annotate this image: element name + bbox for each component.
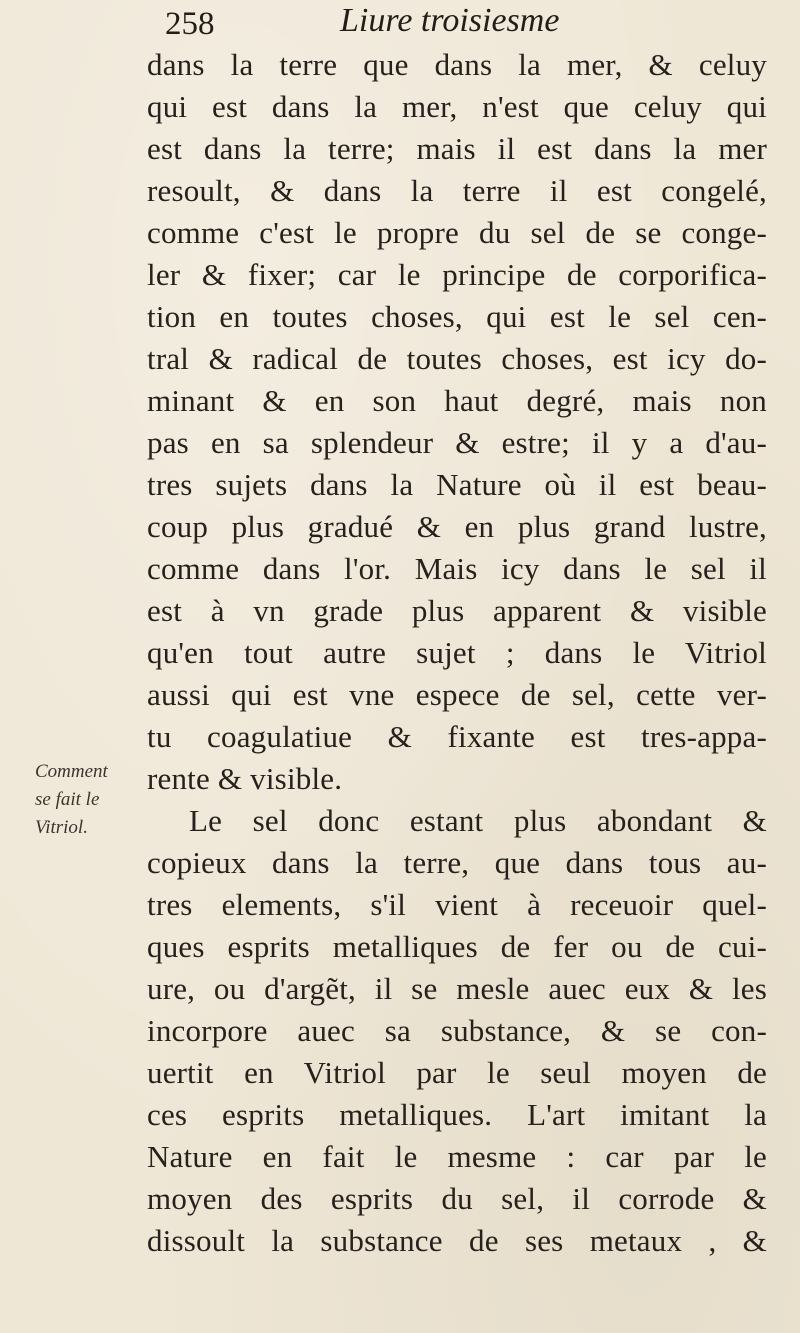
text-line: comme dans l'or. Mais icy dans le sel il	[147, 551, 767, 586]
text-line: uertit en Vitriol par le seul moyen de	[147, 1055, 767, 1090]
text-line: tu coagulatiue & fixante est tres-appa-	[147, 719, 767, 754]
margin-note-line: se fait le	[35, 789, 100, 810]
text-line: tres elements, s'il vient à receuoir quel-	[147, 887, 767, 922]
text-line: copieux dans la terre, que dans tous au-	[147, 845, 767, 880]
text-line: coup plus gradué & en plus grand lustre,	[147, 509, 767, 544]
text-line: incorpore auec sa substance, & se con-	[147, 1013, 767, 1048]
text-line: dissoult la substance de ses metaux , &	[147, 1223, 767, 1258]
text-line: tres sujets dans la Nature où il est beau-	[147, 467, 767, 502]
page-number: 258	[165, 6, 215, 42]
text-line: pas en sa splendeur & estre; il y a d'au-	[147, 425, 767, 460]
text-line: qui est dans la mer, n'est que celuy qui	[147, 89, 767, 124]
running-title: Liure troisiesme	[340, 2, 560, 39]
text-line: moyen des esprits du sel, il corrode &	[147, 1181, 767, 1216]
text-line: tion en toutes choses, qui est le sel cen-	[147, 299, 767, 334]
text-line: resoult, & dans la terre il est congelé,	[147, 173, 767, 208]
text-line: aussi qui est vne espece de sel, cette ver-	[147, 677, 767, 712]
text-line: tral & radical de toutes choses, est icy do-	[147, 341, 767, 376]
text-line: ces esprits metalliques. L'art imitant la	[147, 1097, 767, 1132]
text-line: rente & visible.	[147, 761, 343, 796]
margin-note-line: Vitriol.	[35, 817, 88, 838]
text-line: Le sel donc estant plus abondant &	[189, 803, 767, 838]
text-line: dans la terre que dans la mer, & celuy	[147, 47, 767, 82]
text-line: ure, ou d'argẽt, il se mesle auec eux & les	[147, 971, 767, 1006]
body-text	[147, 44, 767, 1262]
text-line: comme c'est le propre du sel de se conge-	[147, 215, 767, 250]
text-line: ques esprits metalliques de fer ou de cui-	[147, 929, 767, 964]
text-line: est à vn grade plus apparent & visible	[147, 593, 767, 628]
text-line: qu'en tout autre sujet ; dans le Vitriol	[147, 635, 767, 670]
margin-note-line: Comment	[35, 761, 108, 782]
margin-note	[35, 758, 140, 842]
text-line: ler & fixer; car le principe de corporifica-	[147, 257, 767, 292]
text-line: minant & en son haut degré, mais non	[147, 383, 767, 418]
text-line: est dans la terre; mais il est dans la mer	[147, 131, 767, 166]
text-line: Nature en fait le mesme : car par le	[147, 1139, 767, 1174]
